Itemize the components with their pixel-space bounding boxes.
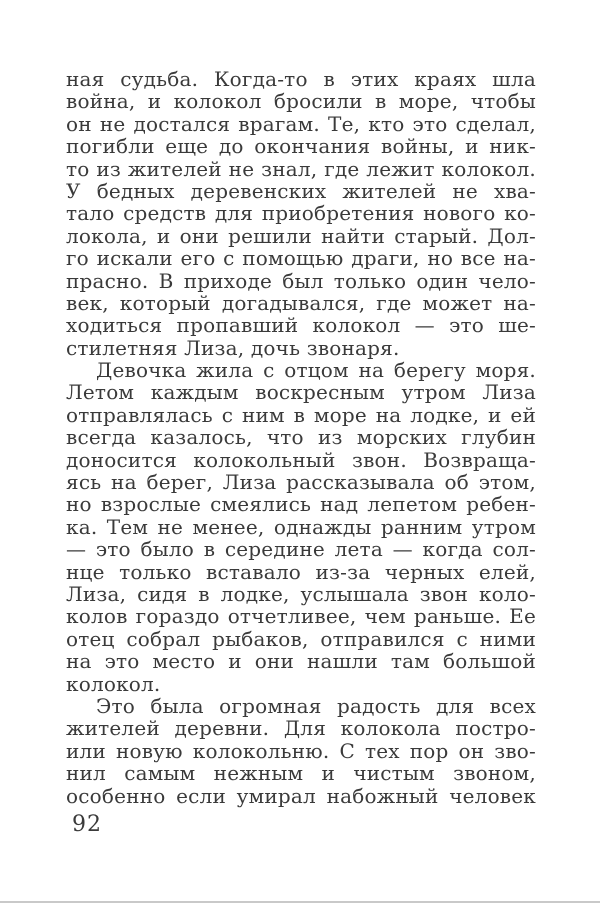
page-number: 92: [72, 812, 102, 837]
text-line: отец собрал рыбаков, отправился с ними: [66, 626, 536, 651]
text-line: отправлялась с ним в море на лодке, и ей: [66, 402, 536, 427]
text-line: жителей деревни. Для колокола постро-: [66, 716, 536, 741]
text-line: ясь на берег, Лиза рассказывала об этом,: [66, 470, 536, 495]
text-line: ка. Тем не менее, однажды ранним утром: [66, 514, 536, 539]
text-line: тало средств для приобретения нового ко-: [66, 201, 536, 226]
text-line: нце только вставало из-за черных елей,: [66, 559, 536, 584]
text-line: доносится колокольный звон. Возвраща-: [66, 447, 536, 472]
text-line: Летом каждым воскресным утром Лиза: [66, 380, 536, 405]
text-line: локола, и они решили найти старый. Дол-: [66, 223, 536, 248]
page-bottom-divider: [0, 901, 600, 903]
text-line: стилетняя Лиза, дочь звонаря.: [66, 335, 400, 360]
text-line: то из жителей не знал, где лежит колокол.: [66, 156, 536, 181]
text-line: ная судьба. Когда-то в этих краях шла: [66, 67, 536, 91]
text-line: — это было в середине лета — когда сол-: [66, 537, 536, 562]
text-line: колов гораздо отчетливее, чем раньше. Ее: [66, 604, 536, 629]
text-line: всегда казалось, что из морских глубин: [66, 425, 536, 450]
text-line: но взрослые смеялись над лепетом ребен-: [66, 492, 536, 517]
text-line: го искали его с помощью драги, но все на-: [66, 246, 536, 271]
text-line: Это была огромная радость для всех: [96, 693, 536, 718]
text-line: он не достался врагам. Те, кто это сделал,: [66, 111, 536, 136]
text-line: или новую колокольню. С тех пор он зво-: [66, 738, 536, 763]
text-line: Лиза, сидя в лодке, услышала звон коло-: [66, 581, 536, 606]
story-text-block: [66, 68, 536, 807]
text-line: прасно. В приходе был только один чело-: [66, 268, 536, 293]
text-line: колокол.: [66, 671, 161, 696]
text-line: нил самым нежным и чистым звоном,: [66, 761, 536, 786]
text-line: на это место и они нашли там большой: [66, 649, 536, 674]
text-line: война, и колокол бросили в море, чтобы: [66, 89, 536, 114]
text-line: ходиться пропавший колокол — это ше-: [66, 313, 536, 338]
text-line: Девочка жила с отцом на берегу моря.: [96, 358, 536, 383]
text-line: У бедных деревенских жителей не хва-: [66, 178, 536, 203]
text-line: век, который догадывался, где может на-: [66, 290, 536, 315]
text-line: особенно если умирал набожный человек: [66, 783, 536, 808]
text-line: погибли еще до окончания войны, и ник-: [66, 134, 536, 159]
